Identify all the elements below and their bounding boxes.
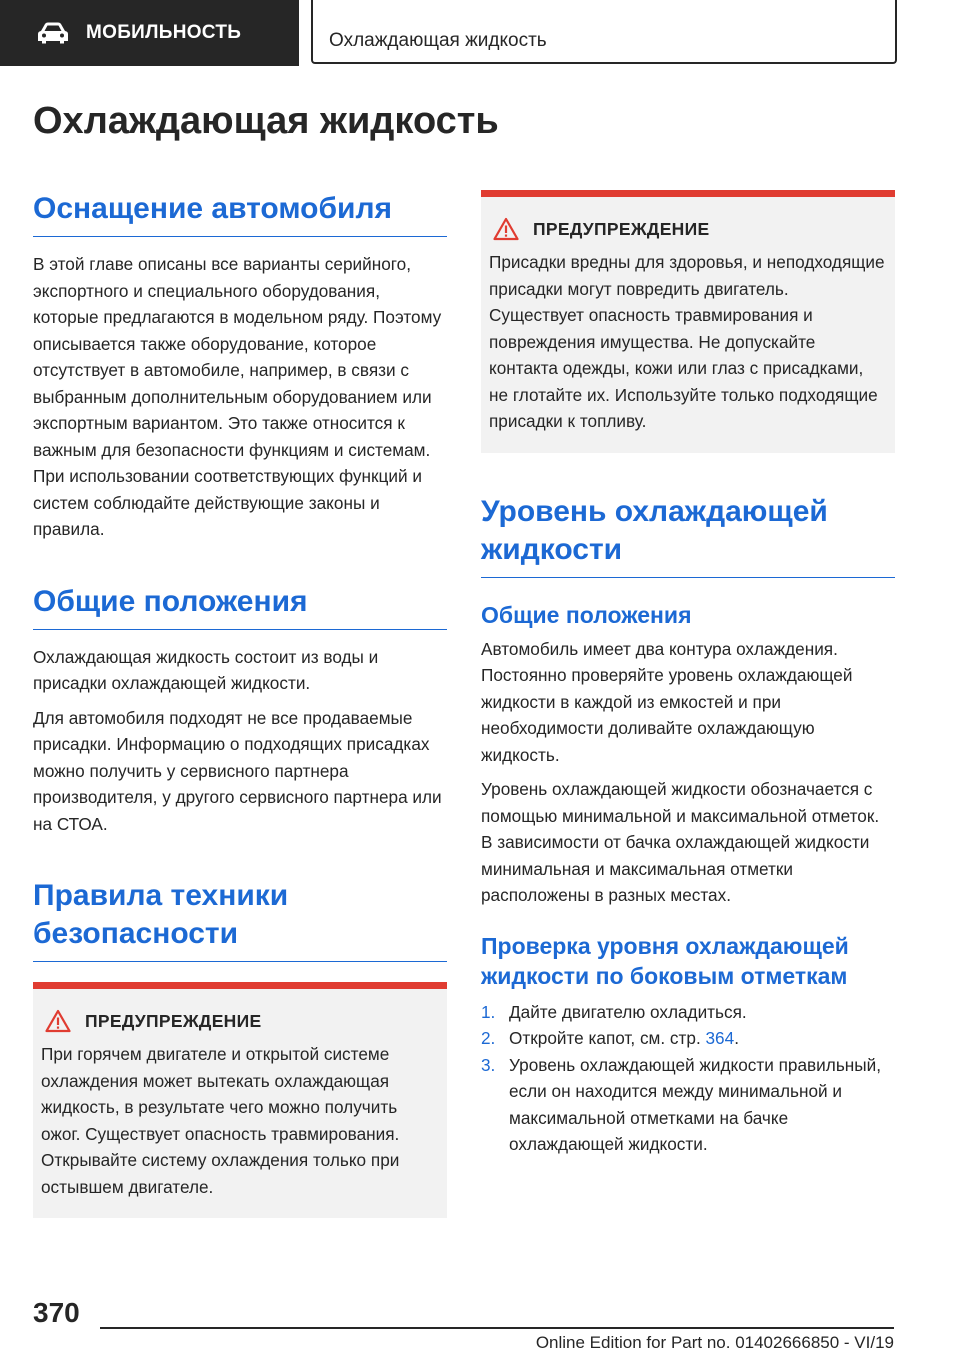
general-paragraph-1: Охлаждающая жидкость состоит из воды и присадки охлаждающей жидкости. [33, 646, 379, 693]
step-number: 3. [481, 1054, 496, 1075]
step-text: Уровень охлаждающей жидкости правильный, если он находится между минимальной и максимальной отметками на бачке охлаждающей жидкости. [509, 1054, 881, 1154]
footer-edition: Online Edition for Part no. 01402666850 - VI/19 [535, 1333, 894, 1352]
step-item [481, 1052, 895, 1158]
warning-label: ПРЕДУПРЕЖДЕНИЕ [533, 218, 710, 239]
step-item [481, 999, 895, 1026]
coolant-level-heading: Уровень охлаждающей жидкости [481, 493, 895, 578]
warning-triangle-icon [45, 1009, 71, 1033]
step-text: Дайте двигателю охладиться. [509, 1001, 747, 1022]
steps-list [481, 999, 895, 1158]
equipment-heading: Оснащение автомобиля [33, 190, 447, 237]
general-paragraph-2: Для автомобиля подходят не все продаваемые присадки. Информацию о подходящих присадках можно получить у сервисного партнера производителя, у другого сервисного партнера или на СТОА. [33, 707, 442, 834]
page-number: 370 [33, 1297, 80, 1328]
equipment-text: В этой главе описаны все варианты серийного, экспортного и специального оборудования, которые предлагаются в модельном ряду. Поэтому описывается также оборудование, которое отсутствует в автомобиле, например, в связи с выбранным дополнительным оборудованием или экспортным вариантом. Это также относится к важным для безопасности функциям и системам. При использовании соответствующих функций и систем соблюдайте действующие законы и правила. [33, 254, 442, 539]
warning-text: Присадки вредны для здоровья, и неподходящие присадки могут повредить двигатель. Существует опасность травмирования и повреждения имущества. Не допускайте контакта одежды, кожи или глаз с присадками, не глотайте их. Используйте только подходящие присадки к топливу. [489, 252, 885, 431]
safety-heading: Правила техники безопасности [33, 877, 447, 962]
step-item [481, 1025, 895, 1052]
section-title: МОБИЛЬНОСТЬ [86, 22, 242, 43]
car-icon [36, 21, 70, 45]
footer-divider [100, 1327, 894, 1329]
step-number: 1. [481, 1001, 496, 1022]
general-heading: Общие положения [33, 583, 447, 630]
check-level-heading: Проверка уровня охлаждающей жидкости по боковым отметкам [481, 932, 849, 989]
warning-header [45, 1009, 439, 1033]
page-title: Охлаждающая жидкость [33, 100, 499, 142]
left-column [33, 190, 447, 1218]
warning-box [33, 982, 447, 1218]
warning-text: При горячем двигателе и открытой системе охлаждения может вытекать охлаждающая жидкость, в результате чего можно получить ожог. Существует опасность травмирования. Открывайте систему охлаждения только при остывшем двигателе. [41, 1044, 400, 1197]
chapter-title: Охлаждающая жидкость [329, 30, 547, 51]
step-number: 2. [481, 1028, 496, 1048]
right-column [481, 190, 895, 1158]
section-tab[interactable] [0, 0, 299, 66]
warning-box [481, 190, 895, 453]
warning-label: ПРЕДУПРЕЖДЕНИЕ [85, 1010, 262, 1031]
level-paragraph-1: Автомобиль имеет два контура охлаждения. Постоянно проверяйте уровень охлаждающей жидкости в каждой из емкостей и при необходимости доливайте охлаждающую жидкость. [481, 638, 853, 765]
top-bar [0, 0, 960, 66]
warning-triangle-icon [493, 217, 519, 241]
step-text [509, 1025, 739, 1052]
warning-header [493, 217, 887, 241]
level-paragraph-2: Уровень охлаждающей жидкости обозначается с помощью минимальной и максимальной отметок. В зависимости от бачка охлаждающей жидкости минимальная и максимальная отметки расположены в разных местах. [481, 779, 880, 905]
step-text-before: Откройте капот, см. стр. [509, 1028, 706, 1048]
page-link-364[interactable]: 364 [705, 1028, 735, 1048]
chapter-tab [311, 0, 897, 64]
step-text-after: . [734, 1028, 739, 1048]
level-general-heading: Общие положения [481, 601, 692, 628]
